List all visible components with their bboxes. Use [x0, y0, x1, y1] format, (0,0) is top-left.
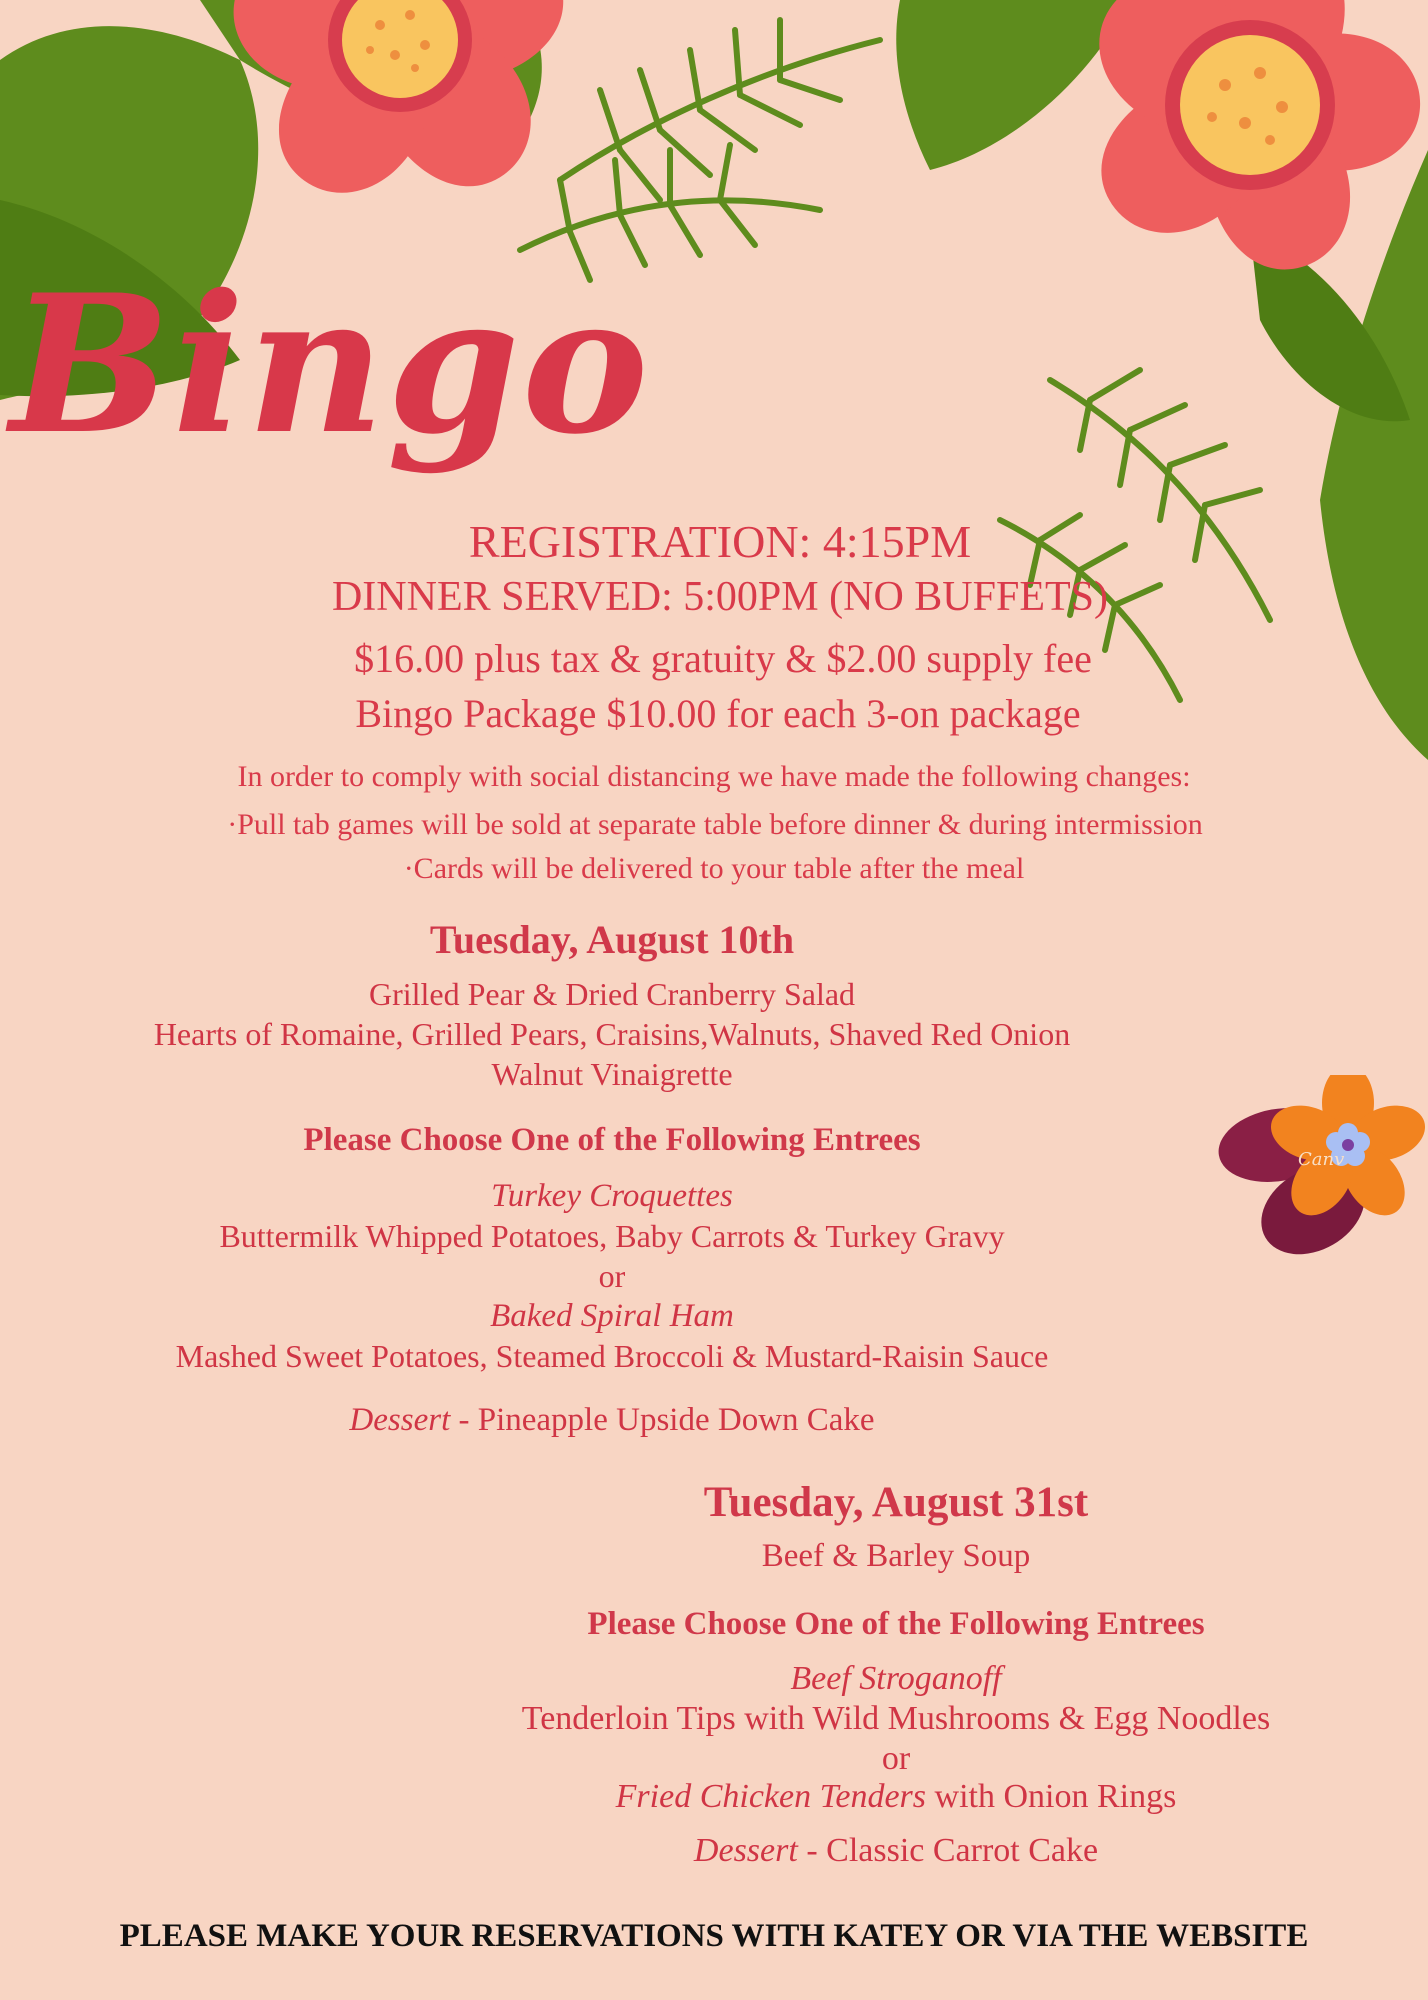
registration-time: REGISTRATION: 4:15PM [468, 516, 972, 567]
distancing-item: ·Pull tab games will be sold at separate table before dinner & during intermission [227, 808, 1203, 841]
event2-date: Tuesday, August 31st [703, 1479, 1089, 1526]
event2-entree1-desc: Tenderloin Tips with Wild Mushrooms & Egg Noodles [521, 1700, 1271, 1737]
reservation-notice: PLEASE MAKE YOUR RESERVATIONS WITH KATEY OR VIA THE WEBSITE [119, 1918, 1309, 1954]
event2-choose-heading: Please Choose One of the Following Entrees [587, 1606, 1205, 1642]
event1-or: or [598, 1258, 626, 1294]
event2-entree1-name: Beef Stroganoff [790, 1660, 1002, 1697]
event2-dessert [0, 1832, 1428, 1870]
event1-dessert-item: - Pineapple Upside Down Cake [450, 1402, 875, 1438]
event1-choose-heading: Please Choose One of the Following Entrees [303, 1122, 921, 1158]
event1-entree2-desc: Mashed Sweet Potatoes, Steamed Broccoli & Mustard-Raisin Sauce [175, 1338, 1049, 1374]
event1-salad-desc: Hearts of Romaine, Grilled Pears, Craisins,Walnuts, Shaved Red Onion [153, 1016, 1071, 1052]
distancing-intro: In order to comply with social distancing we have made the following changes: [237, 760, 1191, 793]
event2-soup: Beef & Barley Soup [761, 1538, 1031, 1574]
dinner-time: DINNER SERVED: 5:00PM (NO BUFFETS) [331, 574, 1109, 620]
event1-dressing: Walnut Vinaigrette [491, 1056, 733, 1092]
bingo-package-info: Bingo Package $10.00 for each 3-on package [355, 691, 1081, 736]
flower-left [215, 0, 581, 221]
badge-text: Canv [1298, 1149, 1345, 1170]
event1-entree2-name: Baked Spiral Ham [490, 1298, 734, 1334]
event2-entree2 [0, 1778, 1428, 1816]
event2-entree2-desc: with Onion Rings [926, 1778, 1177, 1815]
flower-right [1070, 0, 1422, 286]
event1-entree1-name: Turkey Croquettes [491, 1178, 733, 1214]
palm-frond-center [520, 20, 880, 280]
event1-dessert [0, 1402, 1224, 1439]
page-title: Bingo [10, 253, 651, 476]
event1-dessert-label: Dessert [349, 1402, 451, 1438]
event2-dessert-item: - Classic Carrot Cake [797, 1832, 1099, 1869]
event2-dessert-label: Dessert [693, 1832, 798, 1869]
event1-salad: Grilled Pear & Dried Cranberry Salad [368, 976, 856, 1012]
event2-or: or [881, 1740, 911, 1777]
event1-entree1-desc: Buttermilk Whipped Potatoes, Baby Carrots & Turkey Gravy [219, 1218, 1005, 1254]
distancing-item: ·Cards will be delivered to your table after the meal [403, 852, 1025, 885]
price-info: $16.00 plus tax & gratuity & $2.00 supply fee [354, 636, 1092, 681]
event2-entree2-name: Fried Chicken Tenders [615, 1778, 927, 1815]
event1-date: Tuesday, August 10th [429, 917, 795, 962]
leaf-top-right-shape [896, 0, 1130, 170]
flower-badge-icon [1218, 1075, 1428, 1265]
